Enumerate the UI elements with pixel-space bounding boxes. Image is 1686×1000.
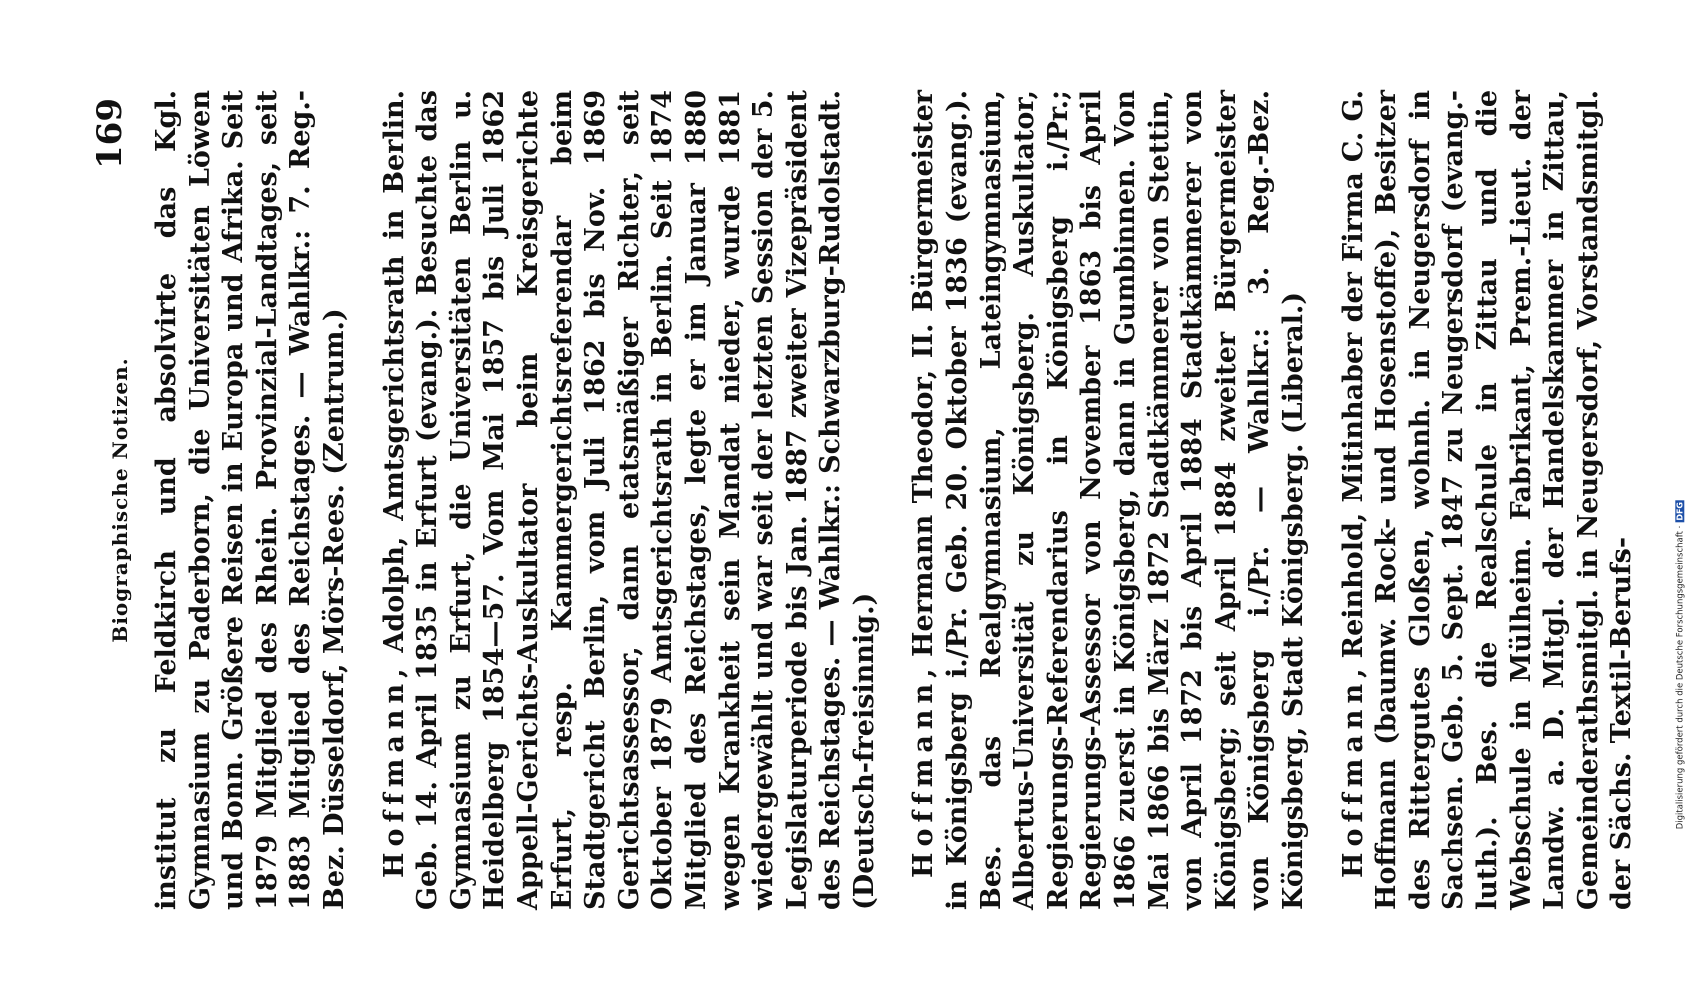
credit-text: Digitalisierung gefördert durch die Deutsche Forschungsgemeinschaft · — [1675, 525, 1685, 830]
continuation-paragraph — [150, 90, 352, 910]
digitization-credit — [1664, 0, 1685, 1000]
entry-name: Hoffmann — [908, 677, 940, 878]
entry-text: , Adolph, Amtsgerichtsrath in Berlin. Geb. 14. April 1835 in Erfurt (evang.). Besuchte das Gymnasium zu Erfurt, die Universitäten Berlin u. Heidelberg 1854—57. Vom Mai 1857 bis Juli 1862 Appell-Gerichts-Auskultator beim Kreisgerichte Erfurt, resp. Kammergerichtsreferendar beim Stadtgericht Berlin, vom Juli 1862 bis Nov. 1869 Gerichtsassessor, dann etatsmäßiger Richter, seit Oktober 1879 Amtsgerichtsrath in Berlin. Seit 1874 Mitglied des Reichstages, legte er im Januar 1880 wegen Krankheit sein Mandat nieder, wurde 1881 wiedergewählt und war seit der letzten Session der 5. Legislaturperiode bis Jan. 1887 zweiter Vizepräsident des Reichstages. — Wahlkr.: Schwarzburg-Rudolstadt. (Deutsch-freisinnig.) — [378, 90, 880, 910]
entry-hoffmann-adolph — [378, 90, 882, 910]
entry-hoffmann-reinhold — [1337, 90, 1639, 910]
entry-text: , Reinhold, Mitinhaber der Firma C. G. Hoffmann (baumw. Rock- und Hosenstoffe), Besitzer des Rittergutes Gloßen, wohnh. in Neugersdorf in Sachsen. Geb. 5. Sept. 1847 zu Neugersdorf (evang.-luth.). Bes. die Realschule in Zittau und die Webschule in Mülheim. Fabrikant, Prem.-Lieut. der Landw. a. D. Mitgl. der Handelskammer in Zittau, Gemeinderathsmitgl. in Neugersdorf, Vorstandsmitgl. der Sächs. Textil-Berufs- — [1337, 90, 1638, 910]
entry-name: Hoffmann — [378, 677, 410, 878]
dfg-logo: DFG — [1675, 502, 1684, 521]
entry-text: , Hermann Theodor, II. Bürgermeister in Königsberg i./Pr. Geb. 20. Oktober 1836 (evang.). Bes. das Realgymnasium, Lateingymnasium, Albertus-Universität zu Königsberg. Auskultator, Regierungs-Referendarius in Königsberg i./Pr.; Regierungs-Assessor von November 1863 bis April 1866 zuerst in Königsberg, dann in Gumbinnen. Von Mai 1866 bis März 1872 Stadtkämmerer von Stettin, von April 1872 bis April 1884 Stadtkämmerer von Königsberg; seit April 1884 zweiter Bürgermeister von Königsberg i./Pr. — Wahlkr.: 3. Reg.-Bez. Königsberg, Stadt Königsberg. (Liberal.) — [908, 90, 1309, 910]
running-title: Biographische Notizen. — [108, 357, 132, 643]
continuation-text: institut zu Feldkirch und absolvirte das Kgl. Gymnasium zu Paderborn, die Universitäten Löwen und Bonn. Größere Reisen in Europa und Afrika. Seit 1879 Mitglied des Rhein. Provinzial-Landtages, seit 1883 Mitglied des Reichstages. — Wahlkr.: 7. Reg.-Bez. Düsseldorf, Mörs-Rees. (Zentrum.) — [151, 90, 350, 910]
page-number: 169 — [90, 98, 130, 169]
entry-hoffmann-hermann — [907, 90, 1310, 910]
entry-name: Hoffmann — [1337, 677, 1369, 878]
running-head — [90, 90, 150, 910]
credit-line — [1675, 500, 1685, 829]
page-sheet — [90, 90, 1665, 910]
